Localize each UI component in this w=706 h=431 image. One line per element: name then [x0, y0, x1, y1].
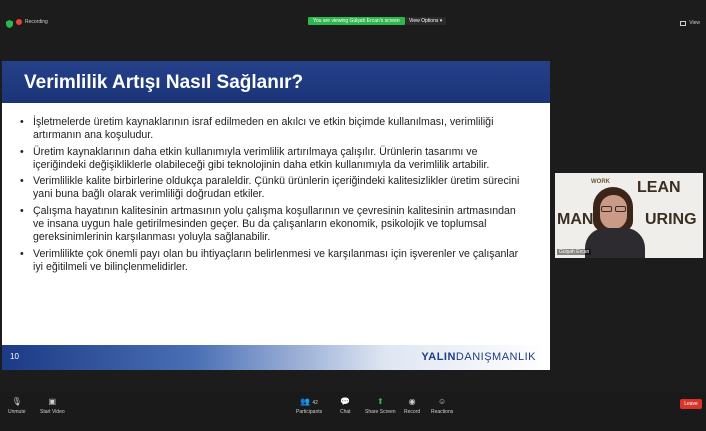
- slide-bullet: • Verimlilikle kalite birbirlerine oldukça paraleldir. Çünkü ürünlerin içeriğindeki kalitesizlikler üretim sürecini yani buna bağlı olarak verimliliği doğrudan etkiler.: [20, 175, 525, 202]
- slide-bullet: • Üretim kaynaklarının daha etkin kullanımıyla verimlilik artırılmaya çalışılır. Ürünlerin tasarımı ve içeriğindeki değişikliklerle olabileceği gibi teknolojinin daha etkin kullanımıyla da verimlilik artabilir.: [20, 146, 525, 173]
- recording-dot-icon: [16, 19, 22, 25]
- participants-count: 42: [312, 400, 318, 406]
- record-button[interactable]: [404, 397, 420, 415]
- view-label: View: [689, 20, 700, 26]
- brand-logo: [421, 351, 536, 363]
- record-icon: ◉: [408, 397, 416, 406]
- participant-video-tile[interactable]: [555, 173, 703, 258]
- slide-footer: [2, 345, 550, 370]
- view-options-dropdown[interactable]: [405, 17, 446, 25]
- participants-button[interactable]: [296, 397, 322, 415]
- chat-label: Chat: [340, 409, 351, 415]
- microphone-muted-icon: 🎙: [11, 397, 22, 406]
- participant-face: [600, 195, 627, 229]
- reactions-smiley-icon: ☺: [438, 397, 447, 406]
- meeting-toolbar: [0, 391, 706, 431]
- brand-light-text: DANIŞMANLIK: [455, 351, 536, 363]
- view-button[interactable]: [680, 20, 700, 26]
- chat-button[interactable]: [340, 397, 351, 415]
- slide-bullet: • Verimlilikte çok önemli payı olan bu ihtiyaçların belirlenmesi ve karşılanması için işverenler ve çalışanlar iyi eğitilmeli ve bilinçlenmelidirler.: [20, 248, 525, 275]
- share-screen-button[interactable]: [365, 397, 396, 415]
- brand-bold-text: YALIN: [421, 351, 456, 363]
- recording-indicator[interactable]: [16, 19, 48, 25]
- participants-label: Participants: [296, 409, 323, 415]
- participants-icon: 👥 42: [300, 397, 318, 406]
- participant-name-tag: Gülşah Ercan: [559, 249, 590, 255]
- chat-bubble-icon: 💬: [340, 397, 351, 406]
- participant-body: [585, 228, 645, 258]
- unmute-button[interactable]: [8, 397, 26, 415]
- start-video-button[interactable]: [40, 397, 65, 415]
- slide-bullet: • İşletmelerde üretim kaynaklarının israf edilmeden en akılcı ve etkin biçimde kullanılması, verimliliği artırmanın ana koşuludur.: [20, 116, 525, 143]
- view-options-label: View Options: [409, 18, 439, 24]
- recording-label: Recording: [25, 19, 48, 25]
- unmute-label: Unmute: [8, 409, 26, 415]
- word-cloud-word: MAN: [557, 211, 594, 228]
- leave-button[interactable]: Leave: [680, 399, 702, 409]
- security-shield-icon[interactable]: [6, 20, 13, 28]
- record-label: Record: [404, 409, 421, 415]
- slide-page-number: 10: [10, 352, 19, 361]
- start-video-label: Start Video: [40, 409, 65, 415]
- word-cloud-word: WORK: [591, 179, 610, 185]
- slide-title: Verimlilik Artışı Nasıl Sağlanır?: [24, 72, 304, 93]
- slide-bullet-list: [20, 116, 525, 277]
- shared-screen-slide: [2, 61, 550, 370]
- viewing-screen-banner: You are viewing Gülşah Ercan's screen: [308, 17, 405, 25]
- share-screen-label: Share Screen: [365, 409, 396, 415]
- reactions-label: Reactions: [431, 409, 454, 415]
- word-cloud-word: LEAN: [637, 179, 681, 196]
- gallery-grid-icon: [680, 21, 686, 26]
- meeting-top-bar: [0, 0, 706, 30]
- slide-bullet: • Çalışma hayatının kalitesinin artmasının yolu çalışma koşullarının ve çevresinin kalitesinin artmasından ve insana uygun hale getirilmesinden geçer. Bu da çalışanların ekonomik, psikolojik ve toplumsal gereksinimlerinin karşılanması yoluyla sağlanabilir.: [20, 205, 525, 245]
- chevron-down-icon: ▾: [439, 18, 443, 24]
- share-screen-icon: ⬆: [376, 397, 384, 406]
- video-camera-off-icon: ▣: [48, 397, 57, 406]
- word-cloud-word: URING: [645, 211, 697, 228]
- participant-glasses: [601, 206, 627, 212]
- slide-header: [2, 61, 550, 103]
- reactions-button[interactable]: [431, 397, 453, 415]
